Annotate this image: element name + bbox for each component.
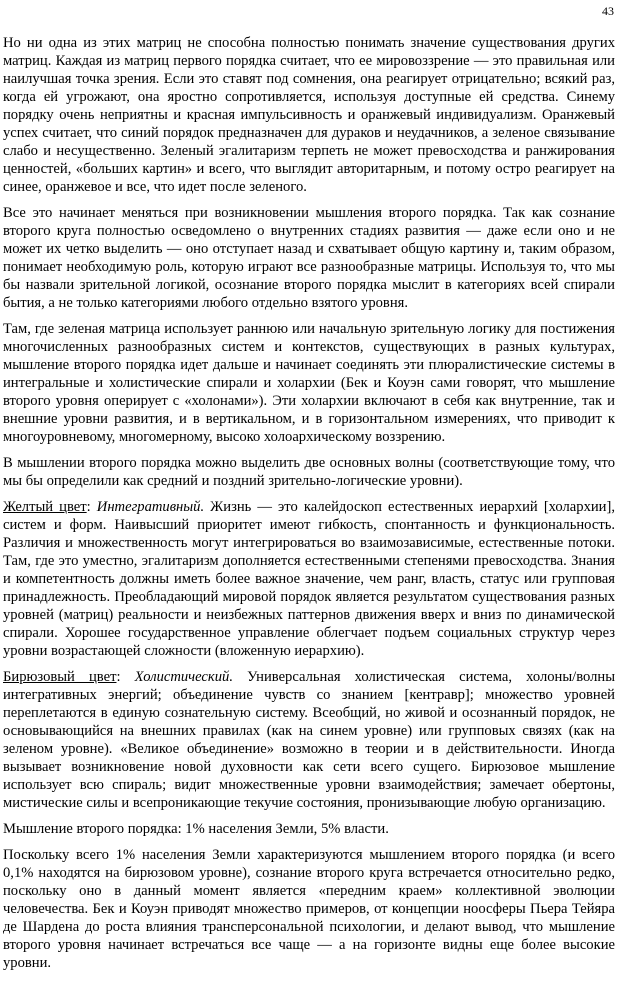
turquoise-label: Бирюзовый цвет — [3, 669, 117, 685]
yellow-separator: : — [86, 499, 97, 515]
turquoise-name: Холистический. — [134, 669, 233, 685]
page-body — [3, 34, 615, 980]
turquoise-description: Универсальная холистическая система, холоны/волны интегративных энергий; объединение чувств со знанием [кентравр]; множество уровней переплетаются в единую сознательную систему. Всеобщий, но живой и осознанный порядок, не основывающийся на внешних правилах (как на синем уровне) или групповых связях (как на зеленом уровне). «Великое объединение» возможно в теории и в действительности. Иногда вызывает возникновение новой духовности как сети всего сущего. Бирюзовое мышление использует всю спираль; видит множественные уровни взаимодействия; замечает обертоны, мистические силы и всепроникающие текучие состояния, пронизывающие любую организацию. — [3, 669, 615, 811]
paragraph-conclusion: Поскольку всего 1% населения Земли характеризуются мышлением второго порядка (и всего 0,1% находятся на бирюзовом уровне), сознание второго круга встречается относительно редко, поскольку оно в данный момент является «передним краем» коллективной эволюции человечества. Бек и Коуэн приводят множество примеров, от концепции ноосферы Пьера Тейяра де Шардена до роста влияния трансперсональной психологии, и делают вывод, что мышление второго уровня начинает встречаться все чаще — а на горизонте видны еще более высокие уровни. — [3, 847, 615, 971]
paragraph-matrices-conflict: Но ни одна из этих матриц не способна полностью понимать значение существования других матриц. Каждая из матриц первого порядка считает, что ее мировоззрение — это правильная или наилучшая точка зрения. Если это ставят под сомнения, она реагирует отрицательно; всякий раз, когда ей угрожают, она яростно сопротивляется, используя доступные ей средства. Синему порядку очень неприятны и красная импульсивность и оранжевый индивидуализм. Оранжевый успех считает, что синий порядок предназначен для дураков и неудачников, а зеленое связывание слабо и несущественно. Зеленый эгалитаризм терпеть не может превосходства и ранжирования ценностей, «больших картин» и всего, что выглядит авторитарным, и потому остро реагирует на синее, оранжевое и все, что идет после зеленого. — [3, 35, 615, 195]
page-number: 43 — [602, 4, 614, 18]
paragraph-yellow — [3, 498, 615, 660]
paragraph-two-waves: В мышлении второго порядка можно выделить две основных волны (соответствующие тому, что мы бы определили как средний и поздний зрительно-логические уровни). — [3, 455, 615, 489]
yellow-name: Интегративный. — [96, 499, 205, 515]
paragraph-second-order-thinking: Все это начинает меняться при возникновении мышления второго порядка. Так как сознание второго круга полностью осведомлено о внутренних стадиях развития — даже если оно и не может их четко выделить — оно отступает назад и схватывает общую картину и, таким образом, понимает необходимую роль, которую играют все разнообразные матрицы. Используя то, что мы бы назвали зрительной логикой, осознание второго порядка мыслит в категориях всей спирали бытия, а не только категориями любого отдельно взятого уровня. — [3, 205, 615, 311]
yellow-description: Жизнь — это калейдоскоп естественных иерархий [холархии], систем и форм. Наивысший приоритет имеют гибкость, спонтанность и функциональность. Различия и множественность могут интегрироваться во взаимозависимые, естественные потоки. Там, где это уместно, эгалитаризм дополняется естественными степенями превосходства. Знания и компетентность должны иметь более важное значение, чем ранг, власть, статус или групповая принадлежность. Преобладающий мировой порядок является результатом существования разных уровней (матриц) реальности и неизбежных паттернов движения вверх и вниз по динамической спирали. Хорошее государственное управление облегчает подъем социальных структур через уровни возрастающей сложности (вложенную иерархию). — [3, 499, 616, 659]
paragraph-green-matrix: Там, где зеленая матрица использует раннюю или начальную зрительную логику для постижения многочисленных разнообразных систем и контекстов, существующих в разных культурах, мышление второго порядка идет дальше и начинает соединять эти плюралистические системы в интегральные и холистические спирали и холархии (Бек и Коуэн сами говорят, что мышление второго уровня оперирует с «холонами»). Эти холархии включают в себя как внутренние, так и внешние уровни развития, и в вертикальном, и в горизонтальном измерениях, что приводит к многоуровневому, многомерному, высоко холоархическому воззрению. — [3, 321, 615, 445]
paragraph-turquoise — [3, 668, 615, 812]
paragraph-population-stat: Мышление второго порядка: 1% населения Земли, 5% власти. — [3, 821, 389, 837]
yellow-label: Желтый цвет — [3, 499, 87, 515]
turquoise-separator: : — [116, 669, 135, 685]
